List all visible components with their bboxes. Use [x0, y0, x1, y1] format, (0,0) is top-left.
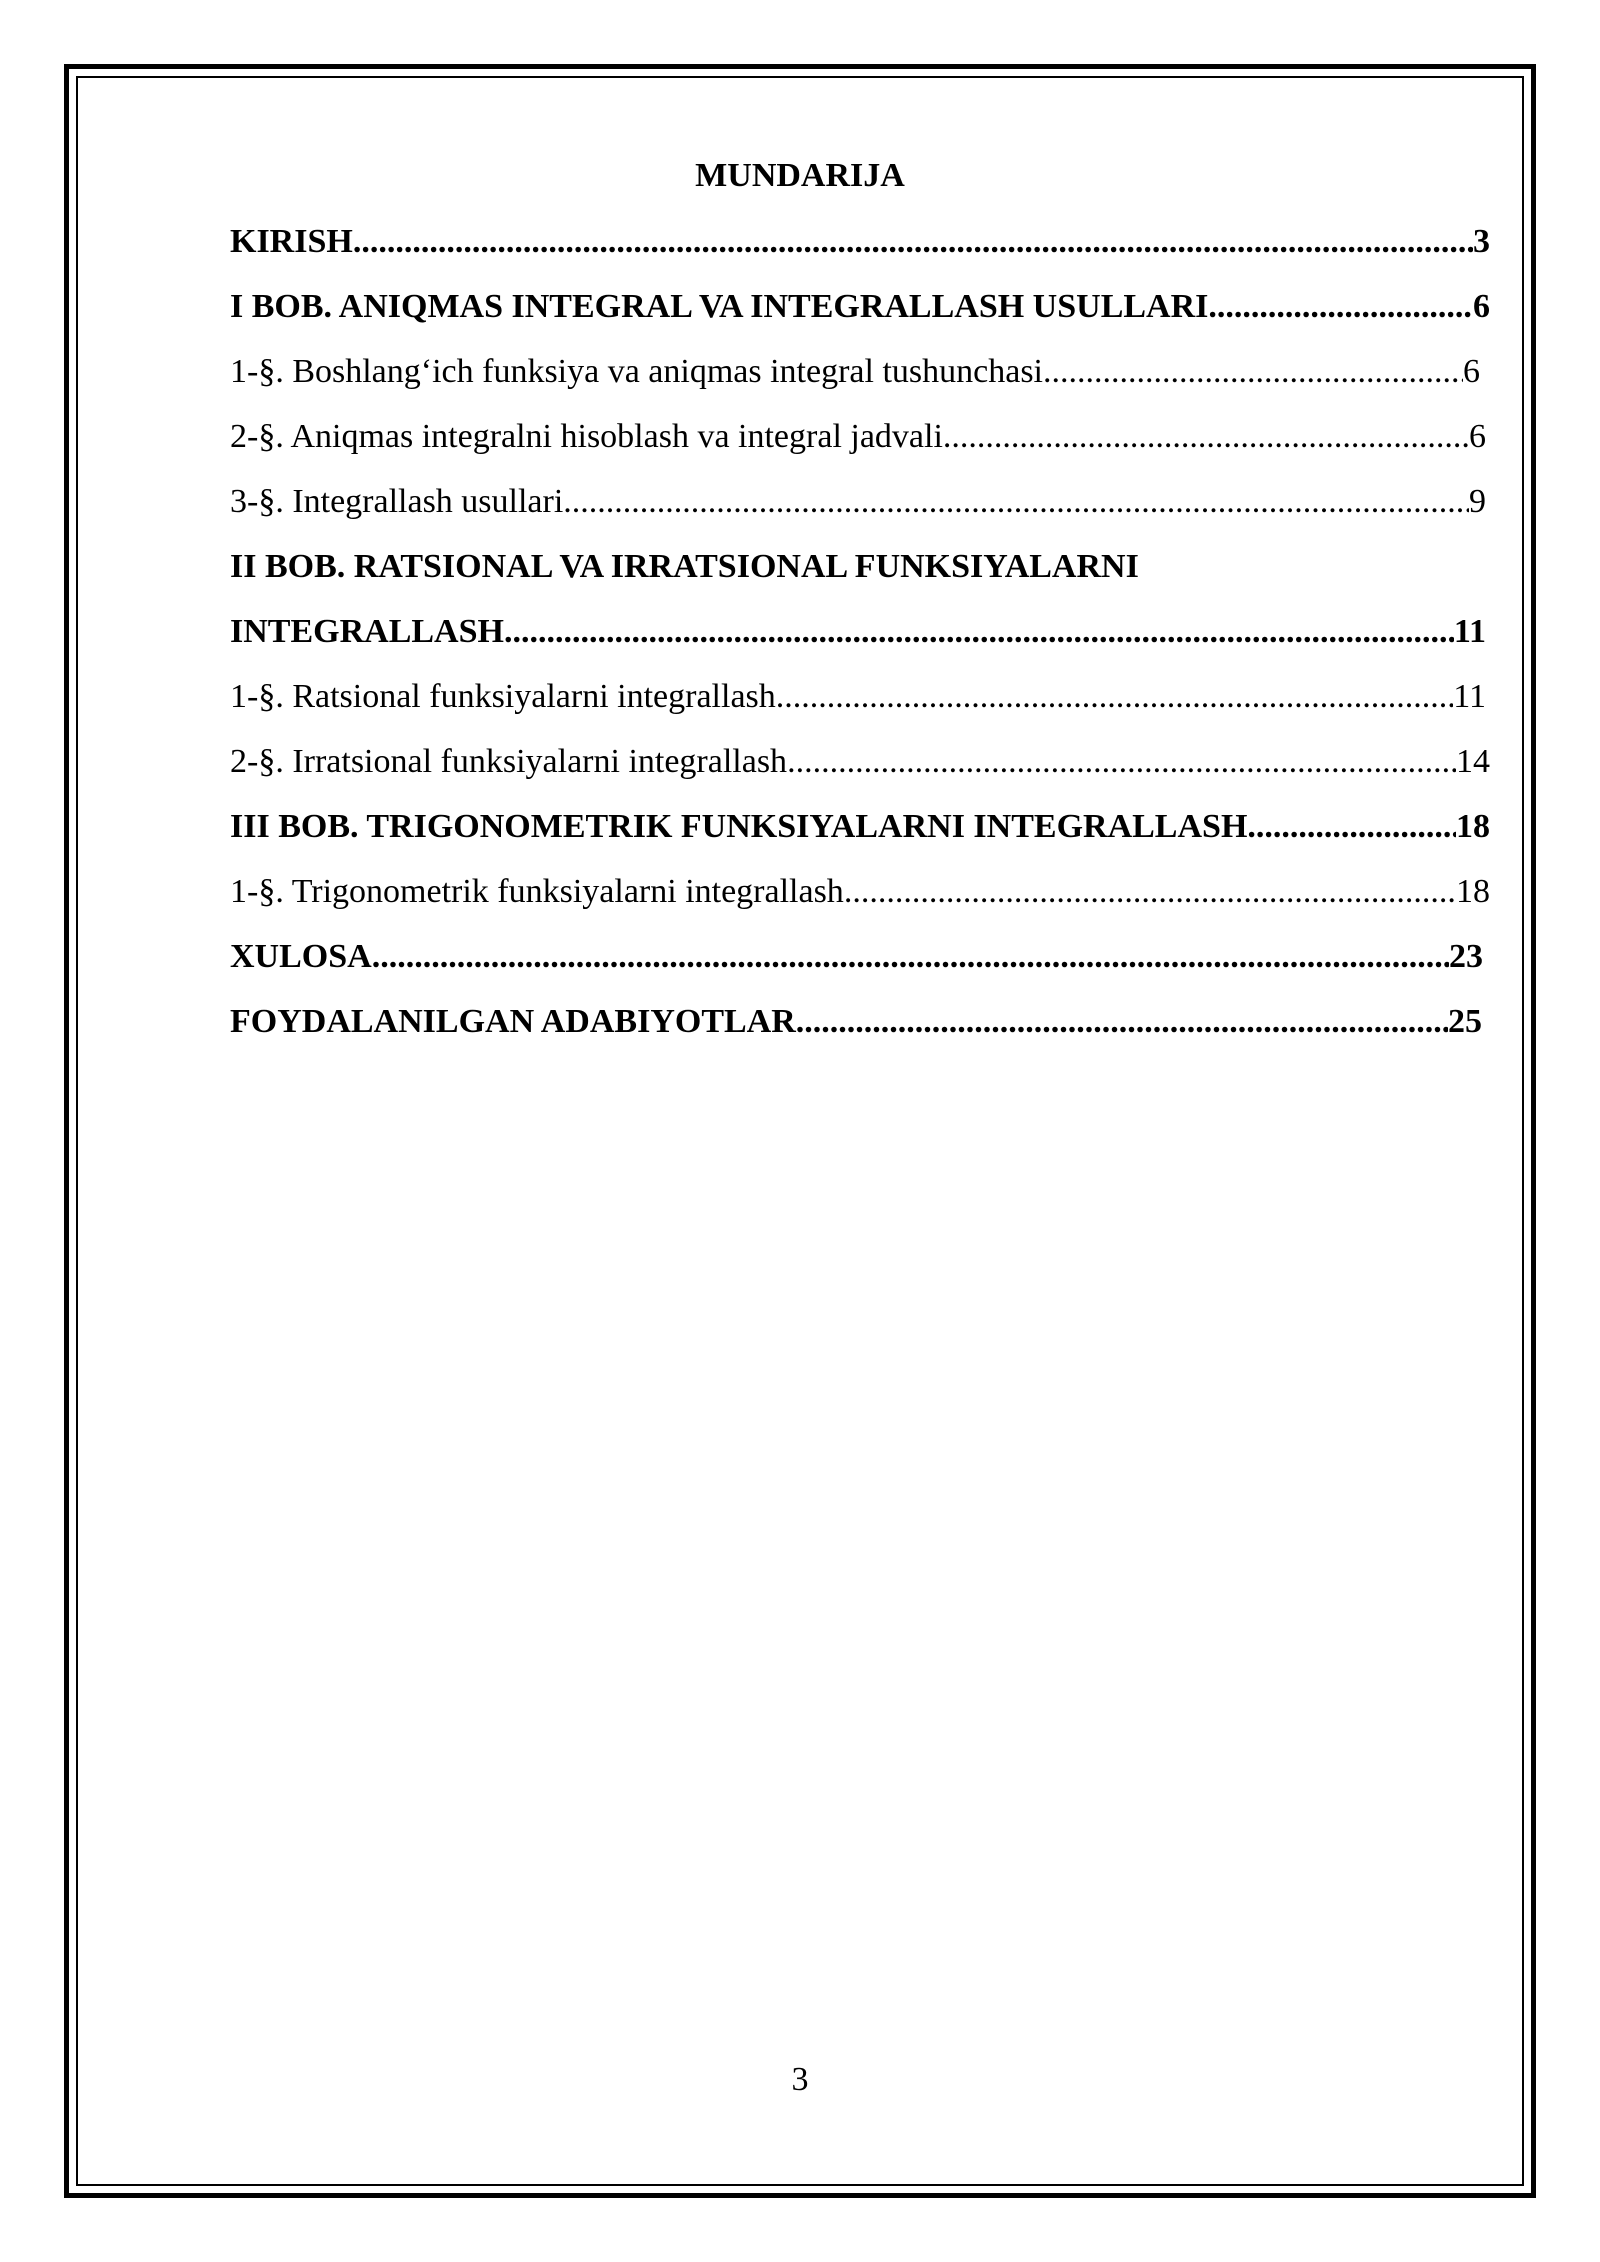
toc-entry-label: 2-§. Irratsional funksiyalarni integrallash: [230, 743, 788, 780]
toc-entry-page: 11: [1453, 613, 1486, 650]
toc-leader-dots: [844, 859, 1456, 924]
toc-entry-section-1-3[interactable]: [230, 469, 1490, 534]
table-of-contents: [230, 209, 1490, 1054]
toc-entry-page: 6: [1469, 418, 1486, 455]
toc-entry-label: III BOB. TRIGONOMETRIK FUNKSIYALARNI INTEGRALLASH: [230, 808, 1248, 845]
toc-entry-section-1-2[interactable]: [230, 404, 1490, 469]
toc-leader-dots: [776, 664, 1453, 729]
toc-entry-xulosa[interactable]: [230, 924, 1490, 989]
page-title: MUNDARIJA: [695, 157, 905, 194]
toc-entry-kirish[interactable]: [230, 209, 1490, 274]
toc-leader-dots: [1247, 794, 1456, 859]
toc-entry-page: 25: [1448, 1003, 1482, 1040]
toc-leader-dots: [563, 469, 1469, 534]
toc-entry-page: 9: [1469, 483, 1486, 520]
toc-leader-dots: [353, 209, 1473, 274]
toc-leader-dots: [787, 729, 1456, 794]
toc-entry-label: KIRISH: [230, 223, 353, 260]
toc-entry-label: I BOB. ANIQMAS INTEGRAL VA INTEGRALLASH USULLARI: [230, 288, 1209, 325]
toc-leader-dots: [1208, 274, 1473, 339]
toc-entry-label: 2-§. Aniqmas integralni hisoblash va integral jadvali: [230, 418, 943, 455]
toc-entry-label: 1-§. Ratsional funksiyalarni integrallash: [230, 678, 776, 715]
toc-entry-label: II BOB. RATSIONAL VA IRRATSIONAL FUNKSIYALARNI: [230, 548, 1139, 585]
toc-entry-label: 3-§. Integrallash usullari: [230, 483, 564, 520]
toc-leader-dots: [943, 404, 1469, 469]
toc-entry-label: XULOSA: [230, 938, 372, 975]
toc-entry-page: 14: [1456, 743, 1490, 780]
toc-leader-dots: [504, 599, 1454, 664]
toc-leader-dots: [372, 924, 1449, 989]
toc-entry-section-3-1[interactable]: [230, 859, 1490, 924]
toc-leader-dots: [796, 989, 1448, 1054]
toc-entry-chapter-2-line-1[interactable]: [230, 534, 1490, 599]
toc-entry-section-2-2[interactable]: [230, 729, 1490, 794]
toc-entry-chapter-2-line-2[interactable]: [230, 599, 1490, 664]
toc-entry-page: 23: [1449, 938, 1483, 975]
toc-entry-label: 1-§. Trigonometrik funksiyalarni integrallash: [230, 873, 844, 910]
page-number: 3: [791, 2061, 809, 2098]
toc-leader-dots: [1043, 339, 1463, 404]
toc-entry-page: 18: [1456, 808, 1490, 845]
toc-entry-label: FOYDALANILGAN ADABIYOTLAR: [230, 1003, 796, 1040]
toc-entry-bibliography[interactable]: [230, 989, 1490, 1054]
toc-entry-page: 18: [1456, 873, 1490, 910]
toc-entry-chapter-3[interactable]: [230, 794, 1490, 859]
toc-entry-page: 6: [1473, 288, 1490, 325]
toc-entry-section-2-1[interactable]: [230, 664, 1490, 729]
toc-entry-label: INTEGRALLASH: [230, 613, 504, 650]
toc-entry-label: 1-§. Boshlang‘ich funksiya va aniqmas integral tushunchasi: [230, 353, 1043, 390]
toc-entry-page: 11: [1453, 678, 1486, 715]
toc-entry-chapter-1[interactable]: [230, 274, 1490, 339]
toc-entry-section-1-1[interactable]: [230, 339, 1490, 404]
toc-entry-page: 3: [1473, 223, 1490, 260]
toc-entry-page: 6: [1463, 353, 1480, 390]
